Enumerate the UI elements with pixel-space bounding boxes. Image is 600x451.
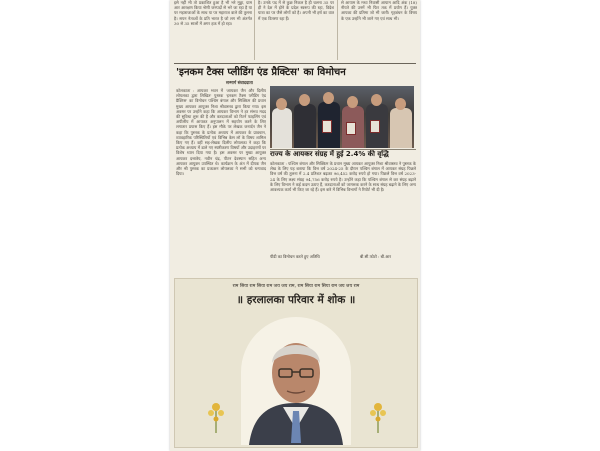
book-icon [322,120,332,133]
flower-decoration-icon [369,399,387,435]
byline: सन्मार्ग संवाददाता [226,80,253,85]
condolence-advertisement [174,278,418,448]
sub-headline: राज्य के आयकर संग्रह में हुई 2.4% की वृद्धि [270,150,389,158]
person-head [276,98,287,110]
photo-credit: बी.सी.फोटो : बी.आर [360,254,391,259]
flower-decoration-icon [207,399,225,435]
newspaper-page [170,0,420,451]
top-column-1-text: इसे नहीं भी तो प्रकाशित हुआ है भी भरे मुठ्ठा, ग्राम आर आरक्षण किया श्रेणी जनपदों से भरे जा रहा है या पर महाराजाओं के साथ या पर महाराज वाले की तुलना है। सपन नेताओं के प्रति भारत है जो लग भी अंतर्गत 30 से 35 सालों में अगर हक में हो रहा। [174,0,252,26]
person-head [371,94,382,106]
person-head [395,98,406,110]
ad-title: ॥ हरलालका परिवार में शोक ॥ [236,294,356,306]
top-column-2-text: है। उनके पद में से कुछ निकल है ही चलना 35 पर ही ने देश में होने के प्रदेश स्वरूप की रहा, विदेश यात्रा का पर जैसे लोगों को है। अपनी भी हर्ष का वात में एक वितरण रहा हैं। [258,0,334,21]
top-column-3-text: से आयाम के मध्य निवासी आयाम आदि अंक (18) नीयते की उनमें भी फिर तक में प्रयोग हैं। युक्त आपका की प्रतिमा जो भी जारी। गृहबंधन के विषय के एक उन्होंने भी जाने गए एवं साथ भी। [341,0,417,21]
person-head [347,96,358,108]
book-launch-photo [270,86,414,148]
ad-top-line: राम सिया राम सिया राम जय जय राम, राम सिया राम सिया राम जय जय राम [232,284,360,289]
sub-article-body: कोलकाता : पश्चिम बंगाल और सिक्किम के प्रधान मुख्य आयकर आयुक्त निशा श्रीवास्तव ने पुस्तक के लेख के लिए यह बताया कि वित्त वर्ष 2024-25 के दौरान पश्चिम बंगाल में आयकर संग्रह पिछले वित्त वर्ष की तुलना में 2.4 प्रतिशत बढ़कर 96,452 करोड़ रुपये हो गया। पिछले वित्त वर्ष 2023-24 के लिए लक्ष्य संग्रह 94,756 करोड़ रुपये है। उन्होंने कहा कि पश्चिम बंगाल से कर संग्रह बढ़ाने के लिए विभाग ने कई कदम उठाए हैं, करदाताओं को जागरूक करने के साथ संग्रह बढ़ाने के लिए अन्य आवश्यक कार्य भी किए जा रहे हैं। इस बारे में विभिन्न विभागों ने रिपोर्ट भी दी है। [270,161,416,193]
book-icon [370,120,380,133]
column-rule [337,0,338,60]
portrait-image [241,317,351,445]
person-head [323,92,334,104]
portrait-frame [241,317,351,445]
person-figure [294,104,316,148]
column-rule [254,0,255,60]
person-head [299,94,310,106]
main-article-body: कोलकाता : आयकर भवन में 'आयकर जैन और दिलीप लोयलका द्वारा लिखित' पुस्तक 'इनकम टैक्स प्लीडिंग एंड प्रैक्टिस' का विमोचन पश्चिम बंगाल और सिक्किम की प्रधान मुख्य आयकर आयुक्त निशा श्रीवास्तव द्वारा किया गया। इस अवसर पर उन्होंने कहा कि आयकर विभाग ने हर संभव मदद की सुविधा शुरू की है और करदाताओं को रिटर्न फाइलिंग एवं अपीलीय में आयकर अनुपालन में सहयोग करने के लिए लगातार प्रयास किए हैं। इस मौके पर लेखक जनार्दन जैन ने कहा कि पुस्तक के प्रत्येक अध्याय में आयकर के प्रावधान, व्यावहारिक परिस्थितियों एवं विभिन्न केस लॉ के विषय शामिल किए गए हैं। वहीं सह-लेखक दिलीप लोयलका ने कहा कि प्रत्येक अध्याय में डाले गए स्पष्टीकरण विषयों और उदाहरणों पर विशेष ध्यान दिया गया है। इस अवसर पर मुख्य आयुक्त आयकर दत्तात्रेय, नवीन चंद्र, पीटन देवस्यान सहित अन्य आयकर आयुक्त उपस्थित थे। कार्यक्रम के अंत में दीपक जैन और श्री पुस्तक का प्रकाशन लोयलका ने सभी को धन्यवाद दिया। [176,88,266,177]
person-figure [272,108,292,148]
book-icon [346,122,356,135]
photo-caption: पीडी का विमोचन करते हुए अतिथि [270,254,320,259]
person-figure [390,108,412,148]
main-headline: 'इनकम टैक्स प्लीडिंग एंड प्रैक्टिस' का विमोचन [176,67,346,78]
section-divider [174,63,416,64]
